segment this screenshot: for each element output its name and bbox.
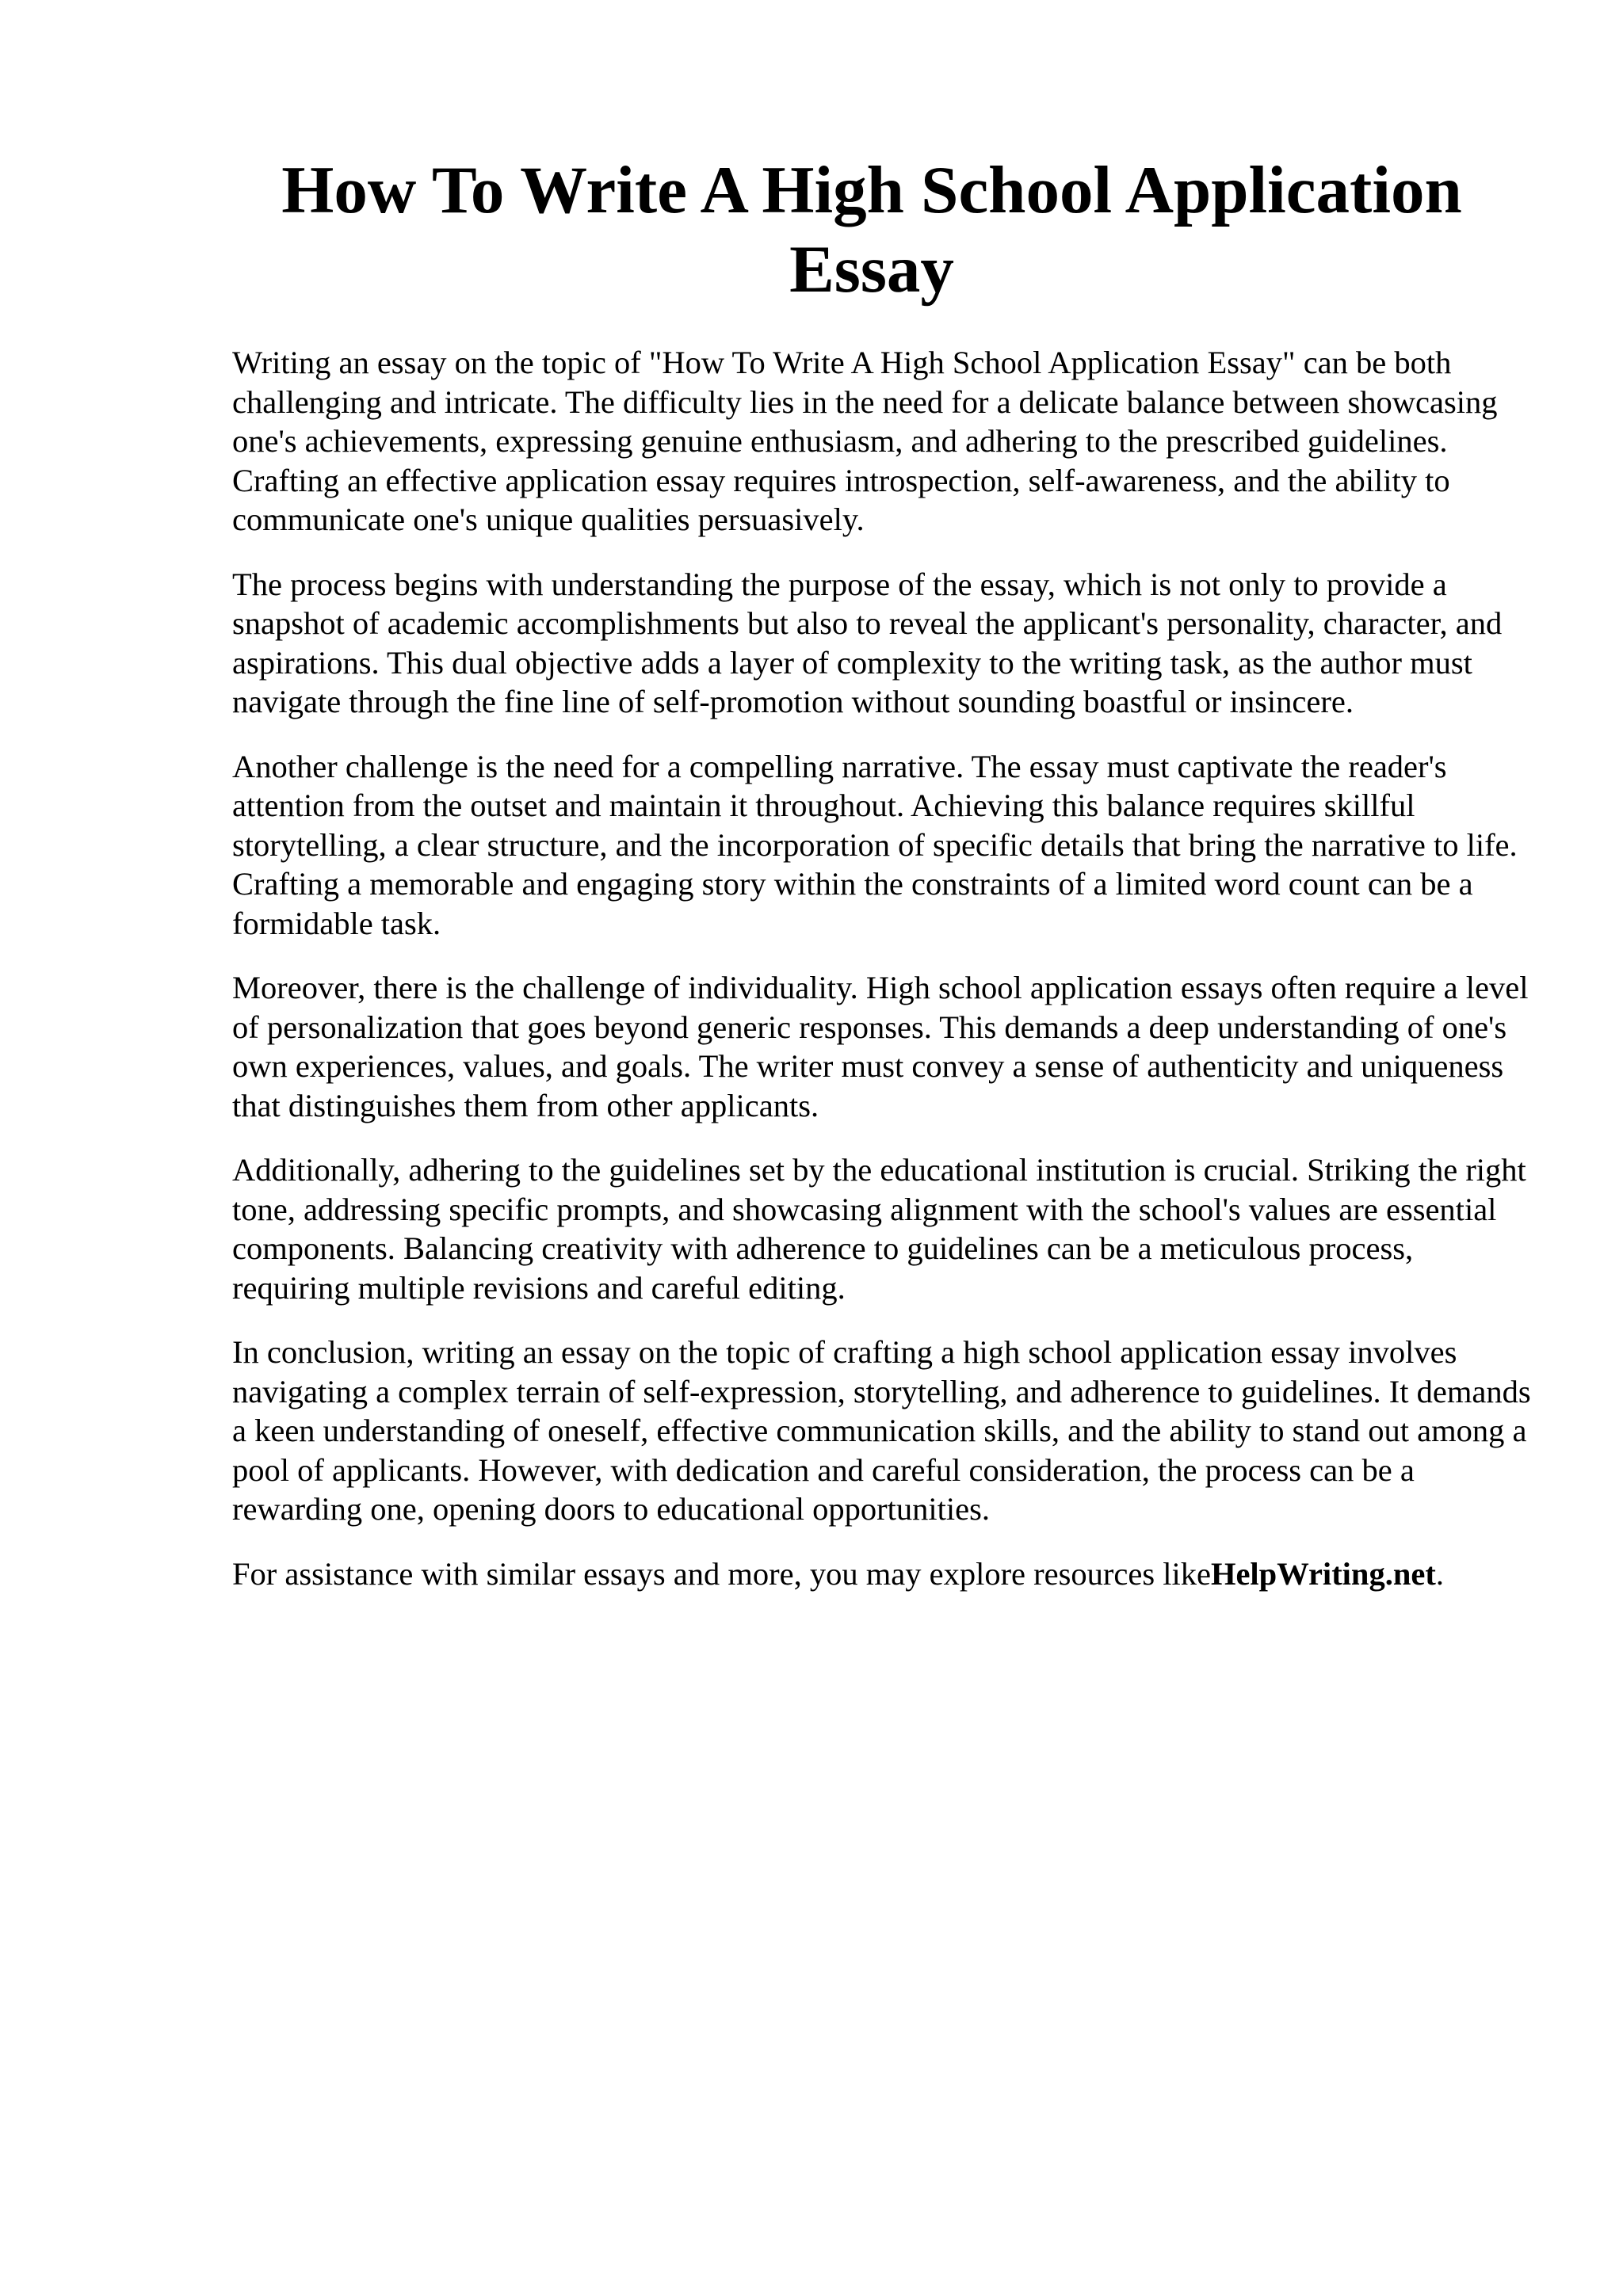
paragraph-1: Writing an essay on the topic of "How To Write A High School Application Essay" can be both challenging and intricate. The difficulty lies in the need for a delicate balance between showcasing one's achievements, expressing genuine enthusiasm, and adhering to the prescribed guidelines. Crafting an effective application essay requires introspection, self-awareness, and the ability to communicate one's unique qualities persuasively. (232, 345, 1498, 537)
paragraph-5: Additionally, adhering to the guidelines set by the educational institution is crucial. Striking the right tone, addressing specific prompts, and showcasing alignment with the school's values are essential components. Balancing creativity with adherence to guidelines can be a meticulous process, requiring multiple revisions and careful editing. (232, 1152, 1526, 1306)
paragraph-2: The process begins with understanding the purpose of the essay, which is not only to provide a snapshot of academic accomplishments but also to reveal the applicant's personality, character, and aspirations. This dual objective adds a layer of complexity to the writing task, as the author must navigate through the fine line of self-promotion without sounding boastful or insincere. (232, 566, 1503, 719)
paragraph-3: Another challenge is the need for a compelling narrative. The essay must captivate the reader's attention from the outset and maintain it throughout. Achieving this balance requires skillful storytelling, a clear structure, and the incorporation of specific details that bring the narrative to life. Crafting a memorable and engaging story within the constraints of a limited word count can be a formidable task. (232, 748, 1518, 941)
paragraph-6: In conclusion, writing an essay on the topic of crafting a high school application essay involves navigating a complex terrain of self-expression, storytelling, and adherence to guidelines. It demands a keen understanding of oneself, effective communication skills, and the ability to stand out among a pool of applicants. However, with dedication and careful consideration, the process can be a rewarding one, opening doors to educational opportunities. (232, 1334, 1531, 1527)
paragraph-4: Moreover, there is the challenge of individuality. High school application essays often require a level of personalization that goes beyond generic responses. This demands a deep understanding of one's own experiences, values, and goals. The writer must convey a sense of authenticity and uniqueness that distinguishes them from other applicants. (232, 970, 1529, 1123)
helpwriting-link[interactable]: HelpWriting.net (1210, 1555, 1436, 1592)
closing-paragraph (232, 1554, 1532, 1594)
closing-period: . (1435, 1555, 1444, 1592)
document-body (232, 343, 1532, 1619)
document-title: How To Write A High School Application Essay (281, 153, 1462, 307)
closing-text: For assistance with similar essays and more, you may explore resources like (232, 1555, 1211, 1592)
